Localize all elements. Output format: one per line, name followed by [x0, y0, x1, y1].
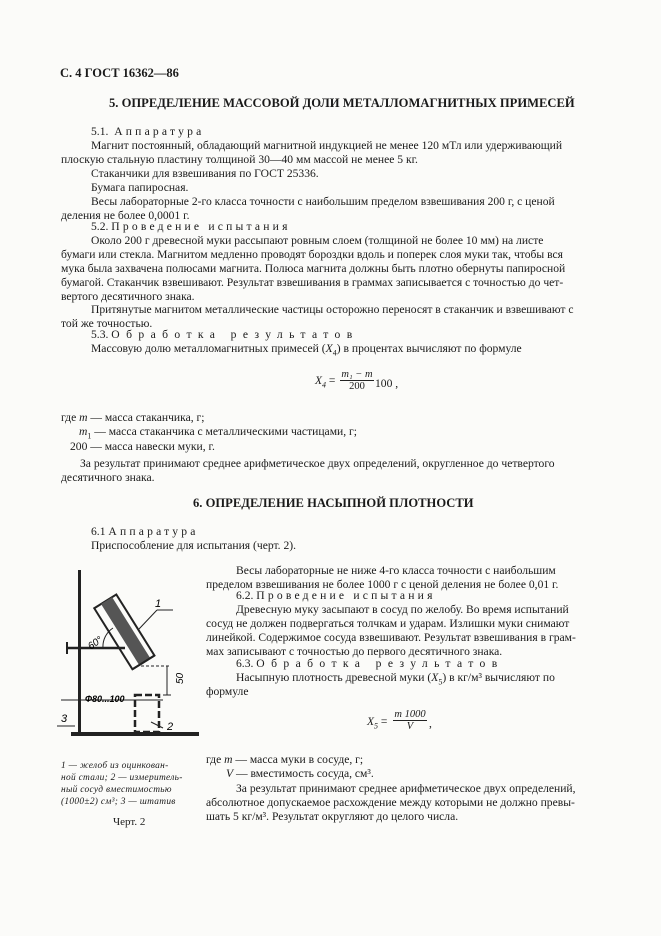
where-line: V — вместимость сосуда, см³. — [226, 767, 374, 780]
where-line: где m — масса стаканчика, г; — [61, 411, 205, 424]
figure-caption-line: ной стали; 2 — измеритель- — [61, 773, 183, 783]
paragraph-line: За результат принимают среднее арифметическое двух определений, округленное до четвертого — [80, 457, 555, 470]
paragraph-line: плоскую стальную пластину толщиной 30—40 мм массой не менее 5 кг. — [61, 153, 418, 166]
paragraph-line: Массовую долю металломагнитных примесей $(X_4)$ в процентах вычисляют по формуле — [91, 342, 522, 358]
paragraph-line: деления не более 0,0001 г. — [61, 209, 190, 222]
subsection-6-3: 6.3. Обработка результатов — [236, 657, 504, 670]
subsection-5-1: 5.1. Аппаратура — [91, 125, 205, 138]
figure-caption-line: 1 — желоб из оцинкован- — [61, 761, 169, 771]
dim-diameter-label: Ф80...100 — [85, 694, 125, 704]
formula-x5-lhs: $X_5$ = — [367, 716, 388, 731]
subsection-6-1: 6.1 Аппаратура — [91, 525, 199, 538]
subsection-5-3: 5.3. Обработка результатов — [91, 328, 359, 341]
paragraph-line: формуле — [206, 685, 249, 698]
paragraph-line: абсолютное допускаемое расхождение между которыми не должно превы- — [206, 796, 575, 809]
paragraph-line: линейкой. Содержимое сосуда взвешивают. Результат взвешивания в грам- — [206, 631, 576, 644]
apparatus-diagram — [55, 560, 205, 752]
formula-numerator: m₁ − m — [341, 369, 373, 380]
section-6-title: 6. ОПРЕДЕЛЕНИЕ НАСЫПНОЙ ПЛОТНОСТИ — [193, 496, 474, 510]
formula-multiplier: 100 , — [375, 377, 399, 390]
formula-denominator: 200 — [349, 381, 365, 392]
paragraph-line: Притянутые магнитом металлические частицы осторожно переносят в стаканчик и взвешивают с — [91, 303, 574, 316]
label-3: 3 — [61, 713, 68, 725]
paragraph-line: бумагой. Стаканчик взвешивают. Результат взвешивания в граммах записывается с точностью до чет- — [61, 276, 564, 289]
measuring-vessel — [135, 695, 159, 732]
subsection-6-2: 6.2. Проведение испытания — [236, 589, 436, 602]
paragraph-line: десятичного знака. — [61, 471, 155, 484]
where-line: где m — масса муки в сосуде, г; — [206, 753, 364, 766]
paragraph-line: Насыпную плотность древесной муки $(X_5)$ в кг/м³ вычисляют по — [236, 671, 555, 687]
paragraph-line: Древесную муку засыпают в сосуд по желобу. Во время испытаний — [236, 603, 569, 616]
page-header: С. 4 ГОСТ 16362—86 — [60, 66, 179, 80]
paragraph-line: Около 200 г древесной муки рассыпают ровным слоем (толщиной не более 10 мм) на листе — [91, 234, 544, 247]
formula-x4-lhs: $X_4$ = — [315, 375, 336, 390]
paragraph-line: Магнит постоянный, обладающий магнитной индукцией не менее 120 мТл или удерживающий — [91, 139, 563, 152]
figure-caption-line: ный сосуд вместимостью — [61, 785, 172, 795]
where-line: $m_1$ — масса стаканчика с металлическими частицами, г; — [79, 425, 358, 441]
figure-caption-line: (1000±2) см³; 3 — штатив — [61, 797, 176, 807]
subsection-5-2: 5.2. Проведение испытания — [91, 220, 291, 233]
label-1: 1 — [155, 598, 162, 610]
paragraph-line: Приспособление для испытания (черт. 2). — [91, 539, 297, 552]
paragraph-line: пределом взвешивания не более 1000 г с ценой деления не более 0,01 г. — [206, 578, 559, 591]
figure-title: Черт. 2 — [113, 816, 146, 828]
paragraph-line: Весы лабораторные 2-го класса точности с наибольшим пределом взвешивания 200 г, с ценой — [91, 195, 555, 208]
paragraph-line: вертого десятичного знака. — [61, 290, 195, 303]
formula-x4-fraction — [340, 369, 374, 392]
section-5-title: 5. ОПРЕДЕЛЕНИЕ МАССОВОЙ ДОЛИ МЕТАЛЛОМАГНИТНЫХ ПРИМЕСЕЙ — [109, 96, 575, 110]
chute — [94, 594, 154, 669]
paragraph-line: Весы лабораторные не ниже 4-го класса точности с наибольшим — [236, 564, 556, 577]
formula-numerator: m 1000 — [394, 709, 426, 720]
formula-comma: , — [429, 717, 432, 730]
paragraph-line: бумаги или стекла. Магнитом медленно проводят бороздки вдоль и поперек слоя муки так, чтобы вся — [61, 248, 563, 261]
where-line: 200 — масса навески муки, г. — [70, 440, 215, 453]
paragraph-line: шать 5 кг/м³. Результат округляют до целого числа. — [206, 810, 459, 823]
paragraph-line: За результат принимают среднее арифметическое двух определений, — [236, 782, 576, 795]
stand-rod — [78, 570, 81, 732]
formula-x5-fraction — [393, 709, 427, 732]
angle-label: 60° — [86, 634, 105, 653]
paragraph-line: Стаканчики для взвешивания по ГОСТ 25336. — [91, 167, 319, 180]
paragraph-line: мах записывают с точностью до первого десятичного знака. — [206, 645, 503, 658]
paragraph-line: той же точностью. — [61, 317, 153, 330]
paragraph-line: мука была захвачена полюсами магнита. Полюса магнита должны быть плотно обернуты папиросной — [61, 262, 566, 275]
label-2: 2 — [167, 721, 174, 733]
dim-50-label: 50 — [175, 672, 186, 684]
paragraph-line: сосуд не должен подвергаться толчкам и ударам. Излишки муки снимают — [206, 617, 570, 630]
formula-denominator: V — [406, 721, 414, 732]
paragraph-line: Бумага папиросная. — [91, 181, 189, 194]
